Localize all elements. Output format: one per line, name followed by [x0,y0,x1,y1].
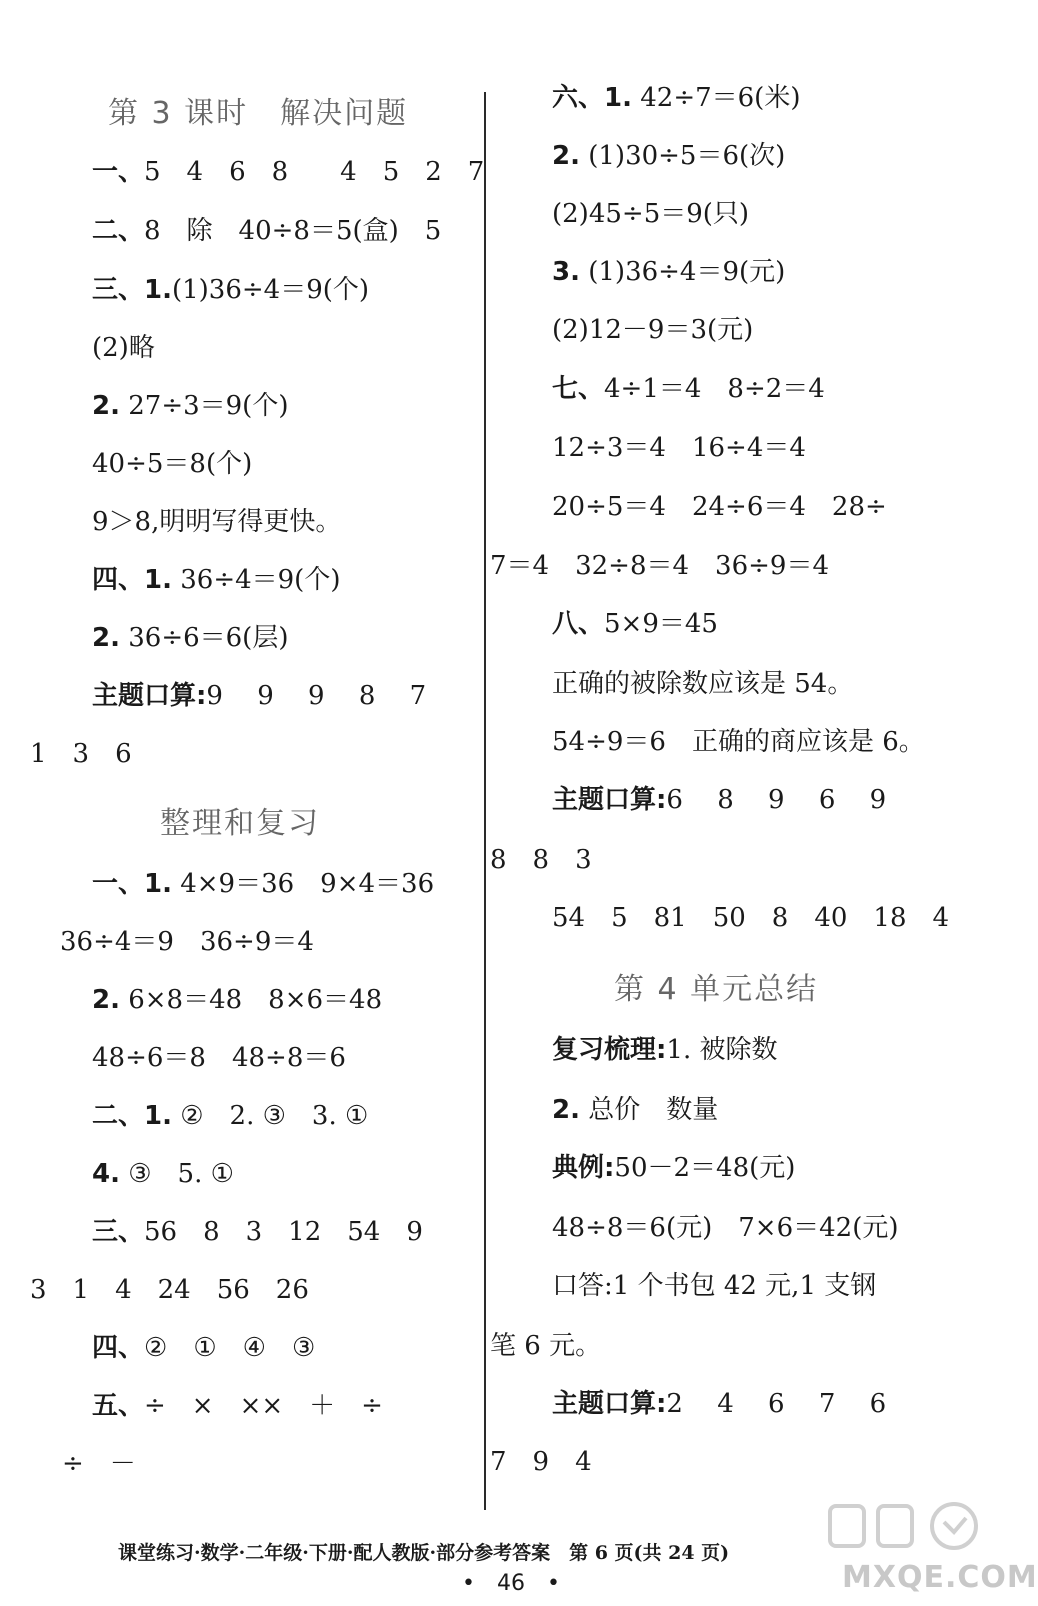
right-line-5: (2)12－9＝3(元) [552,315,754,345]
right-line-7: 12÷3＝4 16÷4＝4 [552,433,806,463]
left-line-2: 二、8 除 40÷8＝5(盒) 5 [92,216,442,246]
right-line-9: 7＝4 32÷8＝4 36÷9＝4 [490,551,829,581]
left-heading-review: 整理和复习 [160,806,320,841]
right-line-1: 六、1. 42÷7＝6(米) [552,83,801,113]
left2-line-9: 四、② ① ④ ③ [92,1333,316,1363]
right2-line-5: 口答:1 个书包 42 元,1 支钢 [552,1271,877,1301]
right-line-11: 正确的被除数应该是 54。 [552,669,854,699]
right2-line-8: 7 9 4 [490,1447,592,1477]
left-line-6: 40÷5＝8(个) [92,449,253,479]
left-heading-lesson3: 第 3 课时 解决问题 [108,96,409,131]
right2-line-6: 笔 6 元。 [490,1331,602,1361]
left-line-5: 2. 27÷3＝9(个) [92,391,289,421]
left-line-3: 三、1.(1)36÷4＝9(个) [92,275,370,305]
left-line-7: 9＞8,明明写得更快。 [92,507,342,537]
left2-line-2: 36÷4＝9 36÷9＝4 [60,927,314,957]
left-line-1: 一、5 4 6 8 4 5 2 7 [92,157,485,187]
right-line-10: 八、5×9＝45 [552,609,718,639]
right-line-8: 20÷5＝4 24÷6＝4 28÷ [552,492,887,522]
left2-line-5: 二、1. ② 2. ③ 3. ① [92,1101,369,1131]
right-line-12: 54÷9＝6 正确的商应该是 6。 [552,727,925,757]
right-line-14: 8 8 3 [490,845,592,875]
right-line-2: 2. (1)30÷5＝6(次) [552,141,786,171]
column-divider [484,92,486,1510]
left2-line-10: 五、÷ × ×× ＋ ÷ [92,1391,383,1421]
right-line-3: (2)45÷5＝9(只) [552,199,750,229]
right2-line-2: 2. 总价 数量 [552,1095,719,1125]
left2-line-11: ÷ － [62,1449,136,1479]
right-line-4: 3. (1)36÷4＝9(元) [552,257,786,287]
right-line-6: 七、4÷1＝4 8÷2＝4 [552,374,825,404]
right2-line-1: 复习梳理:1. 被除数 [552,1035,778,1065]
left-line-11: 1 3 6 [30,739,132,769]
left-line-10: 主题口算:9 9 9 8 7 [92,681,427,711]
right-line-15: 54 5 81 50 8 40 18 4 [552,903,950,933]
right2-line-7: 主题口算:2 4 6 7 6 [552,1389,887,1419]
right2-line-3: 典例:50－2＝48(元) [552,1153,796,1183]
right-line-13: 主题口算:6 8 9 6 9 [552,785,887,815]
right2-line-4: 48÷8＝6(元) 7×6＝42(元) [552,1213,899,1243]
left2-line-8: 3 1 4 24 56 26 [30,1275,309,1305]
left2-line-6: 4. ③ 5. ① [92,1159,234,1189]
right-heading-unit4-summary: 第 4 单元总结 [614,972,819,1007]
left-line-4: (2)略 [92,333,155,363]
left2-line-7: 三、56 8 3 12 54 9 [92,1217,423,1247]
left2-line-3: 2. 6×8＝48 8×6＝48 [92,985,383,1015]
left-line-8: 四、1. 36÷4＝9(个) [92,565,341,595]
page-number: • 46 • [462,1571,560,1596]
left2-line-4: 48÷6＝8 48÷8＝6 [92,1043,346,1073]
footer-caption: 课堂练习·数学·二年级·下册·配人教版·部分参考答案 第 6 页(共 24 页) [118,1542,730,1564]
left2-line-1: 一、1. 4×9＝36 9×4＝36 [92,869,435,899]
watermark-text: MXQE.COM [842,1560,1038,1595]
left-line-9: 2. 36÷6＝6(层) [92,623,289,653]
